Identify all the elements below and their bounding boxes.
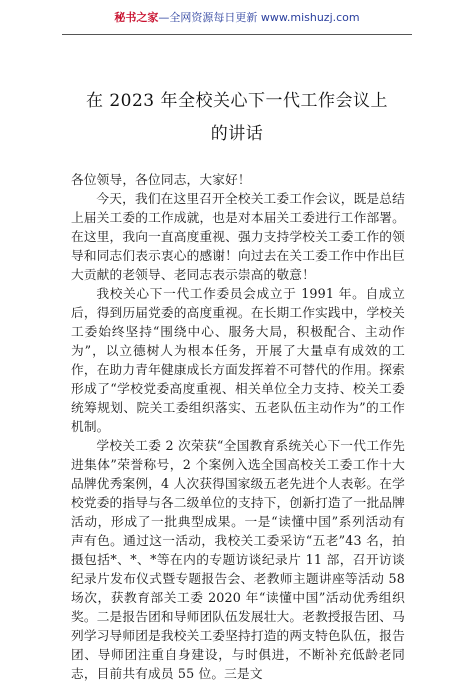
site-tagline: —全网资源每日更新 www.mishuzj.com xyxy=(158,11,360,24)
header-divider xyxy=(62,34,412,35)
site-brand: 秘书之家 xyxy=(114,11,159,24)
salutation-paragraph: 各位领导，各位同志，大家好！ xyxy=(71,172,251,187)
body-paragraph: 学校关工委 2 次荣获“全国教育系统关心下一代工作先进集体”荣誉称号，2 个案例入选全国高校关工委工作十大品牌优秀案例，4 人次获得国家级五老先进个人表彰。在学校党委的指导与各二级单位的支持下，创新打造了一批品牌活动，形成了一批典型成果。一是“读懂中国”系列活动有声有色。通过这一活动，我校关工委采访“五老”43 名，拍摄包括*、*、*等在内的专题访谈纪录片 11 部，召开访谈纪录片发布仪式暨专题报告会、老教师主题讲座等活动 58 场次，获教育部关工委 2020 年“读懂中国”活动优秀组织奖。二是报告团和导师团队伍发展壮大。老教授报告团、马列学习导师团是我校关工委坚持打造的两支特色队伍，报告团、导师团注重自身建设，与时俱进，不断补充低龄老同志，目前共有成员 55 位。三是文 xyxy=(71,438,405,681)
document-body xyxy=(71,170,405,683)
document-title-line-1: 在 2023 年全校关心下一代工作会议上 xyxy=(85,91,389,111)
document-title-line-2: 的讲话 xyxy=(210,124,264,144)
body-paragraph: 我校关心下一代工作委员会成立于 1991 年。自成立后，得到历届党委的高度重视。在长期工作实践中，学校关工委始终坚持“围绕中心、服务大局，积极配合、主动作为”，以立德树人为根本任务，开展了大量卓有成效的工作，在助力青年健康成长方面发挥着不可替代的作用。探索形成了“学校党委高度重视、相关单位全力支持、校关工委统筹规划、院关工委组织落实、五老队伍主动作为”的工作机制。 xyxy=(71,286,405,434)
body-paragraph: 今天，我们在这里召开全校关工委工作会议，既是总结上届关工委的工作成就，也是对本届关工委进行工作部署。在这里，我向一直高度重视、强力支持学校关工委工作的领导和同志们表示衷心的感谢！向过去在关工委工作中作出巨大贡献的老领导、老同志表示崇高的敬意！ xyxy=(71,191,405,282)
site-header xyxy=(0,10,474,26)
